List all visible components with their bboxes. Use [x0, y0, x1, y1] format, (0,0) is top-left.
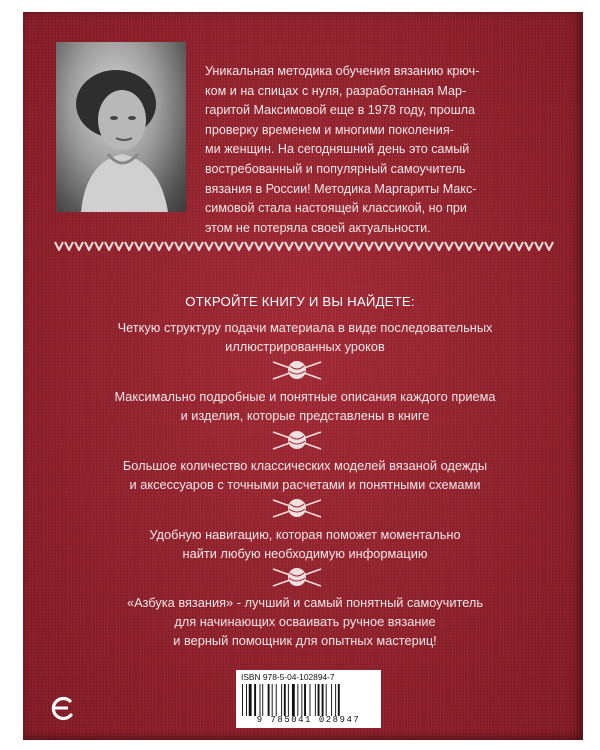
- yarn-ball-icon: [267, 565, 327, 589]
- feature-line: Большое количество классических моделей вязаной одежды: [122, 458, 488, 473]
- feature-line: Максимально подробные и понятные описания каждого приема: [114, 389, 496, 404]
- barcode-bar: [297, 684, 298, 716]
- knit-stitch-divider: [54, 241, 554, 251]
- barcode-bar: [335, 684, 336, 716]
- publisher-logo: [49, 693, 75, 723]
- intro-line: Уникальная методика обучения вязанию крюч-: [205, 64, 480, 78]
- barcode-bar: [338, 684, 340, 716]
- intro-line: симовой стала настоящей классикой, но при: [205, 201, 467, 216]
- barcode-bar: [315, 684, 316, 716]
- barcode-bar: [254, 684, 256, 716]
- intro-line: ми женщин. На сегодняшний день это самый: [205, 142, 470, 157]
- barcode-bar: [310, 684, 311, 716]
- yarn-ball-icon: [267, 428, 327, 452]
- feature-line: Удобную навигацию, которая поможет моментально: [149, 527, 461, 542]
- barcode-bar: [322, 684, 324, 716]
- barcode-number: 9 785041 028947: [256, 715, 361, 725]
- feature-line: и изделия, которые представлены в книге: [180, 408, 430, 423]
- barcode-bar: [272, 684, 273, 716]
- feature-line: и аксессуаров с точными расчетами и понятными схемами: [129, 477, 481, 492]
- feature-line: и верный помощник для опытных мастериц!: [173, 633, 437, 648]
- barcode-bar: [249, 684, 252, 716]
- features-heading: ОТКРОЙТЕ КНИГУ И ВЫ НАЙДЕТЕ:: [185, 294, 415, 309]
- feature-item: [40, 525, 570, 563]
- barcode-bar: [292, 684, 295, 716]
- barcode: [242, 684, 374, 716]
- feature-item: [40, 593, 570, 650]
- isbn-barcode-block: [236, 670, 381, 728]
- yarn-ball-icon: [267, 358, 327, 382]
- barcode-bar: [276, 684, 277, 716]
- barcode-bar: [301, 684, 302, 716]
- barcode-bar: [262, 684, 263, 716]
- intro-line: гаритой Максимовой еще в 1978 году, прошла: [205, 103, 476, 118]
- feature-line: «Азбука вязания» - лучший и самый понятный самоучитель: [126, 595, 484, 610]
- feature-line: Четкую структуру подачи материала в виде последовательных: [117, 320, 493, 335]
- feature-line: для начинающих осваивать ручное вязание: [174, 614, 436, 629]
- intro-line: проверку временем и многими поколения-: [205, 122, 454, 137]
- feature-line: найти любую необходимую информацию: [182, 546, 428, 561]
- intro-line: востребованный и популярный самоучитель: [205, 161, 466, 176]
- barcode-bar: [284, 684, 286, 716]
- yarn-ball-icon: [267, 496, 327, 520]
- barcode-bar: [268, 684, 270, 716]
- barcode-bar: [281, 684, 282, 716]
- feature-item: [40, 456, 570, 494]
- barcode-bar: [304, 684, 306, 716]
- barcode-bar: [288, 684, 289, 716]
- author-photo: [56, 42, 186, 212]
- isbn-label: ISBN 978-5-04-102894-7: [241, 672, 335, 682]
- barcode-bar: [260, 684, 261, 716]
- intro-line: ком и на спицах с нуля, разработанная Мар-: [205, 83, 467, 98]
- intro-line: вязания в России! Методика Маргариты Макс-: [205, 181, 477, 196]
- barcode-bar: [242, 684, 243, 716]
- intro-line: этом не потеряла своей актуальности.: [205, 220, 431, 235]
- feature-item: [40, 387, 570, 425]
- barcode-bar: [326, 684, 327, 716]
- barcode-bar: [331, 684, 332, 716]
- barcode-bar: [318, 684, 320, 716]
- intro-paragraph: [205, 62, 553, 238]
- feature-item: [40, 318, 570, 356]
- feature-line: иллюстрированных уроков: [225, 339, 385, 354]
- barcode-bar: [246, 684, 247, 716]
